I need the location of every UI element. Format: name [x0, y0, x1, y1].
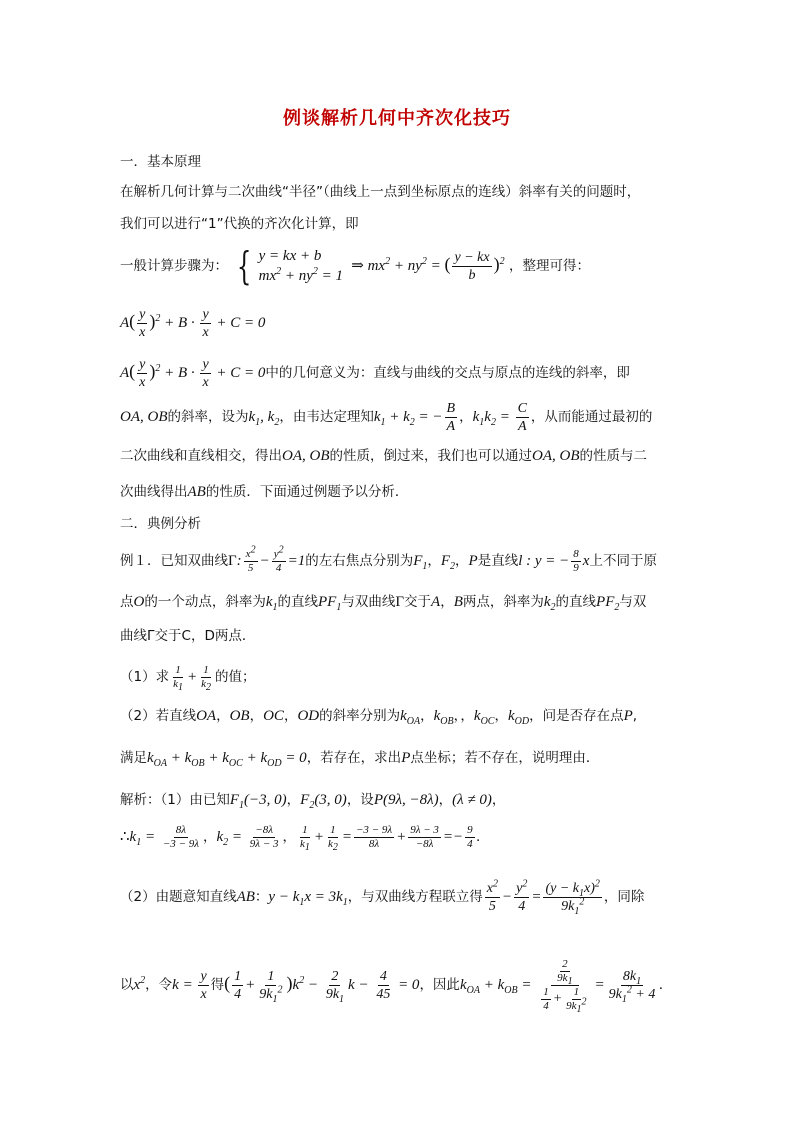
- equation-system: { y = kx + b $mx^2 + ny^2 = 1$: [237, 244, 344, 288]
- paragraph-line: A( $\frac{y}{x}$ )$^2$ + B · $\frac{y}{x}$ + C = 0中的几何意义为：直线与曲线的交点与原点的连线的斜率，即: [120, 357, 630, 390]
- paragraph-line: 在解析几何计算与二次曲线“半径”（曲线上一点到坐标原点的连线）斜率有关的问题时，: [120, 184, 641, 200]
- paragraph-line: OA, OB的斜率，设为$k_1$, $k_2$，由韦达定理知$k_1 + k_2$ = − $\frac{B}{A}$ ，$k_1k_2$ = $\frac{C}{A}$ ，从而能通过最初的: [120, 401, 653, 434]
- example-line: 曲线Γ交于C，D两点．: [120, 628, 256, 644]
- question-2: （2）若直线OA，OB，OC，OD的斜率分别为$k_{OA}$，$k_{OB}$，，$k_{OC}$，$k_{OD}$，问是否存在点P,: [120, 708, 638, 727]
- solution-line: （2）由题意知直线AB：$y - k_1x = 3k_1$，与双曲线方程联立得 $\frac{x^2}{5}$ − $\frac{y^2}{4}$ = $\frac{(y - k_1x)^2}{9k_1^2}$ ，同除: [120, 878, 645, 917]
- solution-line: 以$x^2$，令k = $\frac{y}{x}$ 得( $\frac{1}{4}$ + $\frac{1}{9k_1^2}$ )$k^2$ − $\frac{2}{9k_1}$ k − $\frac{4}{45}$ = 0，因此$k_{OA} + k_{OB}$ = $\frac{2}{9k_1}$ $\frac{1}{4}$ + $\frac{1}{9k_1^2}$ = $\frac{8k_1}{9k_1^2 + 4}$ .: [120, 958, 664, 1016]
- example-line: 例１．已知双曲线Γ: $\frac{x^2}{5}$ − $\frac{y^2}{4}$ =1的左右焦点分别为$F_1$，$F_2$，P是直线l : y = − $\frac{8}{9}$ x上不同于原: [120, 544, 657, 574]
- paragraph-line: 二次曲线和直线相交，得出OA, OB的性质，倒过来，我们也可以通过OA, OB的性质与二: [120, 448, 647, 464]
- question-1: （1）求 $\frac{1}{k_1}$ + $\frac{1}{k_2}$ 的值；: [120, 664, 256, 694]
- question-2-cont: 满足$k_{OA} + k_{OB} + k_{OC} + k_{OD} = 0$，若存在，求出P点坐标；若不存在，说明理由．: [120, 750, 600, 769]
- section-heading-basic: 一．基本原理: [120, 154, 201, 170]
- homogeneous-equation: A( $\frac{y}{x}$ )$^2$ + B · $\frac{y}{x}$ + C = 0: [120, 307, 266, 340]
- paragraph-line: 次曲线得出AB的性质．下面通过例题予以分析．: [120, 484, 409, 500]
- steps-line: 一般计算步骤为： { y = kx + b $mx^2 + ny^2 = 1$ ⇒ $mx^2 + ny^2$ = ( $\frac{y - kx}{b}$ )$^2$ ，整理可得：: [120, 244, 591, 288]
- example-line: 点O的一个动点，斜率为$k_1$的直线$PF_1$与双曲线Γ交于A，B两点，斜率为$k_2$的直线$PF_2$与双: [120, 594, 647, 613]
- section-heading-examples: 二．典例分析: [120, 516, 201, 532]
- solution-line: 解析：（1）由已知$F_1(-3$, 0)，$F_2(3$, 0)，设P(9λ, −8λ)，(λ ≠ 0)，: [120, 792, 506, 811]
- solution-line: $\therefore k_1$ = $\frac{8\lambda}{-3 - 9\lambda}$ ，$k_2$ = $\frac{-8\lambda}{9\lambda - 3}$ ， $\frac{1}{k_1}$ + $\frac{1}{k_2}$ = $\frac{-3 - 9\lambda}{8\lambda}$ + $\frac{9\lambda - 3}{-8\lambda}$ =− $\frac{9}{4}$ .: [120, 824, 481, 854]
- page-title: 例谈解析几何中齐次化技巧: [283, 108, 511, 129]
- paragraph-line: 我们可以进行“1”代换的齐次化计算，即: [120, 216, 359, 232]
